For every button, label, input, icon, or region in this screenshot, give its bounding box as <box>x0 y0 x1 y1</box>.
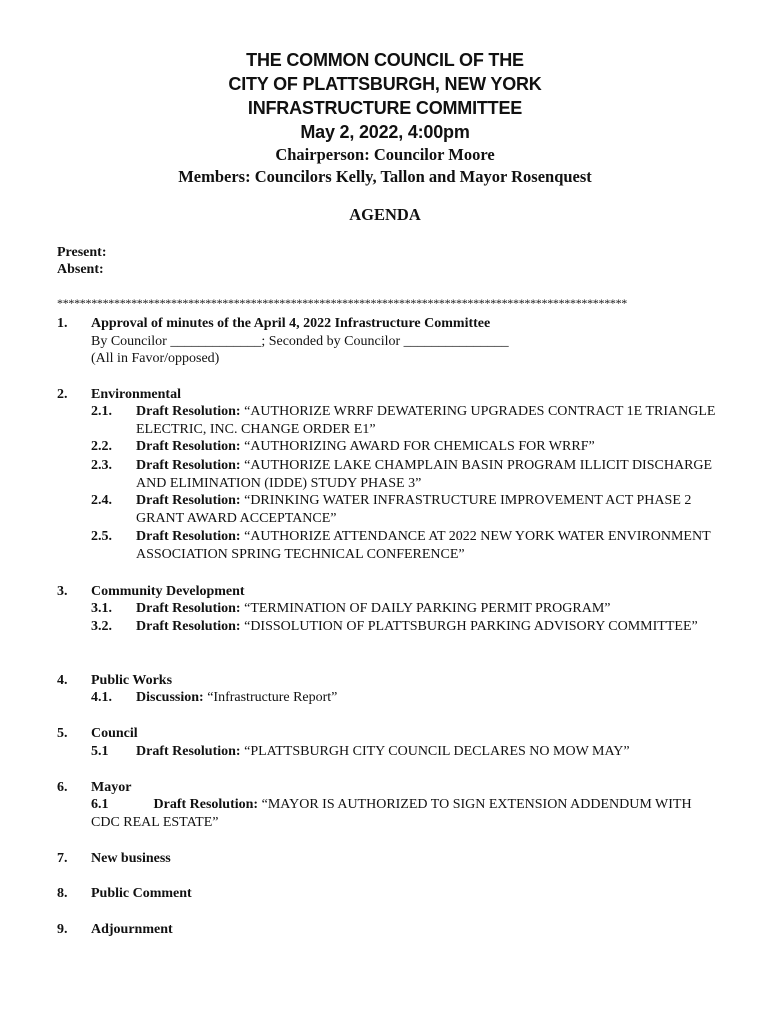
item-2-2-label: Draft Resolution: <box>136 439 241 454</box>
asterisk-divider: **************************************************************************************************** <box>57 296 628 310</box>
item-5-1-text <box>136 743 726 761</box>
item-2-1-number: 2.1. <box>91 404 112 419</box>
item-6-number: 6. <box>57 780 68 795</box>
item-2-4-resolution: “DRINKING WATER INFRASTRUCTURE IMPROVEMENT ACT PHASE 2 GRANT AWARD ACCEPTANCE” <box>136 493 692 526</box>
item-2-1-label: Draft Resolution: <box>136 404 241 419</box>
item-2-2-resolution: “AUTHORIZING AWARD FOR CHEMICALS FOR WRRF” <box>240 439 595 454</box>
item-8-title: Public Comment <box>91 886 192 901</box>
item-4-title: Public Works <box>91 673 173 688</box>
item-3-1-label: Draft Resolution: <box>136 601 241 616</box>
item-3-1-number: 3.1. <box>91 601 112 616</box>
item-6-1-resolution: “MAYOR IS AUTHORIZED TO SIGN EXTENSION ADDENDUM WITH CDC REAL ESTATE” <box>91 797 692 830</box>
item-2-4-label: Draft Resolution: <box>136 493 241 508</box>
item-2-5-resolution: “AUTHORIZE ATTENDANCE AT 2022 NEW YORK WATER ENVIRONMENT ASSOCIATION SPRING TECHNICAL CONFERENCE” <box>136 529 711 562</box>
item-3-2-label: Draft Resolution: <box>136 619 241 634</box>
item-6-title: Mayor <box>91 780 132 795</box>
item-9-number: 9. <box>57 922 68 937</box>
council-title: THE COMMON COUNCIL OF THE <box>246 50 524 70</box>
members-line: Members: Councilors Kelly, Tallon and Mayor Rosenquest <box>178 167 592 186</box>
item-2-4-text <box>136 492 726 527</box>
item-7-number: 7. <box>57 851 68 866</box>
meeting-date: May 2, 2022, 4:00pm <box>300 122 470 142</box>
item-1-number: 1. <box>57 316 68 331</box>
item-2-2-number: 2.2. <box>91 439 112 454</box>
item-5-1-number: 5.1 <box>91 744 109 759</box>
item-5-1-resolution: “PLATTSBURGH CITY COUNCIL DECLARES NO MOW MAY” <box>240 744 630 759</box>
item-2-number: 2. <box>57 387 68 402</box>
item-2-title: Environmental <box>91 387 181 402</box>
item-2-5-number: 2.5. <box>91 529 112 544</box>
item-3-2-text <box>136 618 726 636</box>
item-5-number: 5. <box>57 726 68 741</box>
agenda-heading: AGENDA <box>349 205 421 224</box>
item-8-number: 8. <box>57 886 68 901</box>
item-2-2-text <box>136 438 726 456</box>
item-3-1-resolution: “TERMINATION OF DAILY PARKING PERMIT PROGRAM” <box>240 601 611 616</box>
item-9-title: Adjournment <box>91 922 173 937</box>
item-3-2-number: 3.2. <box>91 619 112 634</box>
item-6-1-label: Draft Resolution: <box>153 797 259 812</box>
item-4-1-number: 4.1. <box>91 690 112 705</box>
item-2-3-number: 2.3. <box>91 458 112 473</box>
item-2-1-resolution: “AUTHORIZE WRRF DEWATERING UPGRADES CONTRACT 1E TRIANGLE ELECTRIC, INC. CHANGE ORDER E1” <box>136 404 716 437</box>
present-label: Present: <box>57 245 107 260</box>
absent-label: Absent: <box>57 262 104 277</box>
item-3-title: Community Development <box>91 584 245 599</box>
item-4-1-label: Discussion: <box>136 690 204 705</box>
item-2-4-number: 2.4. <box>91 493 112 508</box>
item-7-title: New business <box>91 851 171 866</box>
item-4-1-discussion: “Infrastructure Report” <box>203 690 338 705</box>
chairperson-line: Chairperson: Councilor Moore <box>275 145 495 164</box>
item-1-vote-line: (All in Favor/opposed) <box>91 351 220 366</box>
item-3-1-text <box>136 600 726 618</box>
item-6-1-number: 6.1 <box>91 797 109 812</box>
item-4-1-text <box>136 689 726 707</box>
city-title: CITY OF PLATTSBURGH, NEW YORK <box>228 74 542 94</box>
committee-title: INFRASTRUCTURE COMMITTEE <box>247 98 523 118</box>
item-2-3-label: Draft Resolution: <box>136 458 241 473</box>
item-5-title: Council <box>91 726 138 741</box>
item-4-number: 4. <box>57 673 68 688</box>
item-2-5-label: Draft Resolution: <box>136 529 241 544</box>
item-2-5-text <box>136 528 726 563</box>
item-2-3-resolution: “AUTHORIZE LAKE CHAMPLAIN BASIN PROGRAM ILLICIT DISCHARGE AND ELIMINATION (IDDE) STUDY PHASE 3” <box>136 458 713 491</box>
item-1-motion-line: By Councilor _____________; Seconded by Councilor _______________ <box>91 334 509 349</box>
item-3-number: 3. <box>57 584 68 599</box>
item-5-1-label: Draft Resolution: <box>136 744 241 759</box>
item-6-1-text <box>91 796 721 831</box>
item-2-3-text <box>136 457 726 492</box>
item-1-title: Approval of minutes of the April 4, 2022 Infrastructure Committee <box>91 316 491 331</box>
item-2-1-text <box>136 403 726 438</box>
item-3-2-resolution: “DISSOLUTION OF PLATTSBURGH PARKING ADVISORY COMMITTEE” <box>240 619 698 634</box>
